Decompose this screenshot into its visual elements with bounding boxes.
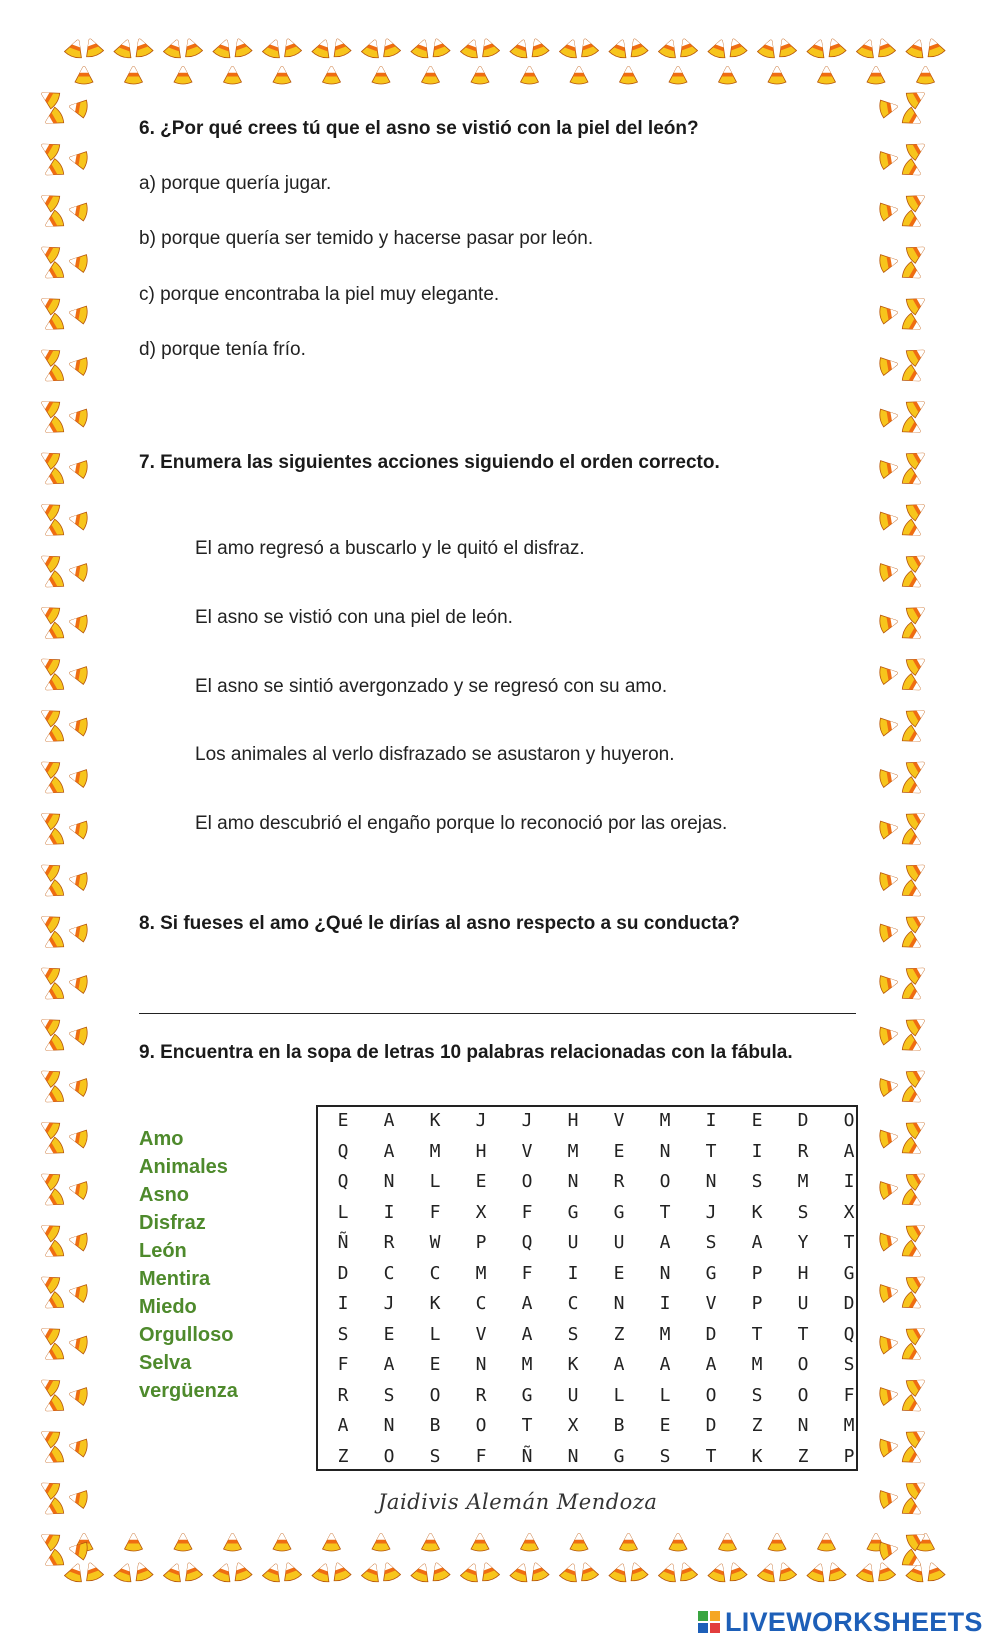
grid-cell[interactable]: N [797,1415,809,1436]
grid-cell[interactable]: E [659,1415,671,1436]
grid-cell[interactable]: V [613,1110,625,1131]
grid-cell[interactable]: K [567,1354,579,1375]
grid-cell[interactable]: A [705,1354,717,1375]
grid-cell[interactable]: X [843,1201,855,1223]
grid-cell[interactable]: D [337,1262,349,1284]
grid-cell[interactable]: V [475,1323,487,1345]
grid-cell[interactable]: G [613,1445,625,1467]
grid-cell[interactable]: A [613,1354,625,1375]
question-6-title: 6. ¿Por qué crees tú que el asno se vistió con la piel del león? [139,118,699,139]
grid-cell[interactable]: E [751,1110,763,1131]
grid-cell[interactable]: A [337,1415,349,1436]
grid-cell[interactable]: J [705,1201,717,1223]
grid-cell[interactable]: J [383,1293,395,1314]
grid-cell[interactable]: B [429,1415,441,1436]
grid-cell[interactable]: K [751,1201,763,1223]
grid-cell[interactable]: X [567,1415,579,1436]
question-7-title: 7. Enumera las siguientes acciones siguiendo el orden correcto. [139,452,720,473]
grid-cell[interactable]: P [751,1293,763,1314]
grid-cell[interactable]: D [705,1323,717,1345]
grid-cell[interactable]: G [705,1262,717,1284]
grid-cell[interactable]: O [797,1354,809,1375]
grid-cell[interactable]: S [705,1232,717,1253]
grid-cell[interactable]: T [797,1323,809,1345]
word-list-item: Asno [139,1184,189,1206]
grid-cell[interactable]: T [659,1201,671,1223]
grid-cell[interactable]: G [843,1262,855,1284]
q6-option-b[interactable]: b) porque quería ser temido y hacerse pasar por león. [139,228,594,249]
question-9-title: 9. Encuentra en la sopa de letras 10 palabras relacionadas con la fábula. [139,1042,793,1063]
grid-cell[interactable]: E [429,1354,441,1375]
grid-cell[interactable]: I [567,1262,579,1284]
grid-cell[interactable]: O [843,1110,855,1131]
grid-cell[interactable]: Z [797,1445,809,1467]
grid-cell[interactable]: K [751,1445,763,1467]
grid-cell[interactable]: T [751,1323,763,1345]
grid-cell[interactable]: F [475,1445,487,1467]
grid-cell[interactable]: F [521,1262,533,1284]
q8-answer-line[interactable] [139,1013,856,1014]
word-search-grid[interactable] [316,1105,858,1471]
grid-cell[interactable]: A [659,1232,671,1253]
grid-cell[interactable]: S [383,1384,395,1406]
grid-cell[interactable]: R [797,1140,809,1162]
grid-cell[interactable]: M [521,1354,533,1375]
grid-cell[interactable]: M [659,1110,671,1131]
grid-cell[interactable]: D [843,1293,855,1314]
author-signature: Jaidivis Alemán Mendoza [378,1490,658,1514]
grid-cell[interactable]: M [659,1323,671,1345]
grid-cell[interactable]: C [475,1293,487,1314]
grid-cell[interactable]: A [383,1140,395,1162]
grid-cell[interactable]: S [843,1354,855,1375]
q6-option-c[interactable]: c) porque encontraba la piel muy elegante. [139,284,500,305]
grid-cell[interactable]: A [843,1140,855,1162]
grid-cell[interactable]: R [475,1384,487,1406]
word-list-item: Disfraz [139,1212,206,1234]
grid-cell[interactable]: E [475,1171,487,1192]
grid-cell[interactable]: K [429,1293,441,1314]
grid-cell[interactable]: L [429,1171,441,1192]
grid-cell[interactable]: Z [751,1415,763,1436]
grid-cell[interactable]: Z [613,1323,625,1345]
word-list-item: León [139,1240,187,1262]
grid-cell[interactable]: U [613,1232,625,1253]
grid-cell[interactable]: I [659,1293,671,1314]
grid-cell[interactable]: Z [337,1445,349,1467]
grid-cell[interactable]: N [659,1140,671,1162]
grid-cell[interactable]: I [705,1110,717,1131]
grid-cell[interactable]: M [475,1262,487,1284]
grid-cell[interactable]: N [567,1171,579,1192]
grid-cell[interactable]: A [383,1354,395,1375]
grid-cell[interactable]: G [521,1384,533,1406]
grid-cell[interactable]: C [567,1293,579,1314]
grid-cell[interactable]: C [383,1262,395,1284]
q6-option-d[interactable]: d) porque tenía frío. [139,339,306,360]
grid-cell[interactable]: U [797,1293,809,1314]
grid-cell[interactable]: I [383,1201,395,1223]
grid-cell[interactable]: O [797,1384,809,1406]
grid-cell[interactable]: C [429,1262,441,1284]
brand-name: LIVEWORKSHEETS [725,1606,983,1637]
grid-cell[interactable]: W [429,1232,441,1253]
grid-cell[interactable]: S [429,1445,441,1467]
word-list-item: Mentira [139,1268,211,1290]
grid-cell[interactable]: O [383,1445,395,1467]
grid-cell[interactable]: L [613,1384,625,1406]
grid-cell[interactable]: T [521,1415,533,1436]
grid-cell[interactable]: N [383,1171,395,1192]
q7-action-3: El asno se sintió avergonzado y se regresó con su amo. [195,676,668,697]
grid-cell[interactable]: E [613,1262,625,1284]
grid-cell[interactable]: V [705,1293,717,1314]
word-list-item: Animales [139,1156,228,1178]
grid-cell[interactable]: H [567,1110,579,1131]
grid-cell[interactable]: U [567,1384,579,1406]
grid-cell[interactable]: Q [521,1232,533,1253]
grid-cell[interactable]: J [521,1110,533,1131]
grid-cell[interactable]: O [705,1384,717,1406]
grid-cell[interactable]: I [843,1171,855,1192]
word-list-item: Orgulloso [139,1324,234,1346]
grid-cell[interactable]: S [659,1445,671,1467]
word-list-item: Selva [139,1352,192,1374]
grid-cell[interactable]: L [429,1323,441,1345]
grid-cell[interactable]: E [613,1140,625,1162]
grid-cell[interactable]: F [429,1201,441,1223]
grid-cell[interactable]: Q [337,1171,349,1192]
grid-cell[interactable]: A [383,1110,395,1131]
grid-cell[interactable]: S [337,1323,349,1345]
liveworksheets-brand[interactable] [697,1605,983,1639]
question-8-title: 8. Si fueses el amo ¿Qué le dirías al asno respecto a su conducta? [139,913,740,934]
grid-cell[interactable]: N [383,1415,395,1436]
grid-cell[interactable]: S [567,1323,579,1345]
liveworksheets-logo-icon [697,1610,721,1634]
grid-cell[interactable]: D [705,1415,717,1436]
grid-cell[interactable]: U [567,1232,579,1253]
q7-action-1: El amo regresó a buscarlo y le quitó el disfraz. [195,538,585,559]
grid-cell[interactable]: N [475,1354,487,1375]
grid-cell[interactable]: X [475,1201,487,1223]
grid-cell[interactable]: S [751,1384,763,1406]
grid-cell[interactable]: H [797,1262,809,1284]
grid-cell[interactable]: O [659,1171,671,1192]
grid-cell[interactable]: F [337,1354,349,1375]
grid-cell[interactable]: N [613,1293,625,1314]
grid-cell[interactable]: A [659,1354,671,1375]
grid-cell[interactable]: G [613,1201,625,1223]
grid-cell[interactable]: A [521,1323,533,1345]
grid-cell[interactable]: M [797,1171,809,1192]
q7-action-5: El amo descubrió el engaño porque lo reconoció por las orejas. [195,813,728,834]
word-list-item: vergüenza [139,1380,238,1402]
grid-cell[interactable]: O [429,1384,441,1406]
grid-cell[interactable]: E [383,1323,395,1345]
grid-cell[interactable]: N [705,1171,717,1192]
grid-cell[interactable]: S [751,1171,763,1192]
grid-cell[interactable]: A [751,1232,763,1253]
grid-cell[interactable]: Q [843,1323,855,1345]
grid-cell[interactable]: J [475,1110,487,1131]
grid-cell[interactable]: T [705,1140,717,1162]
grid-cell[interactable]: M [751,1354,763,1375]
grid-cell[interactable]: B [613,1415,625,1436]
grid-cell[interactable]: H [475,1140,487,1162]
grid-cell[interactable]: K [429,1110,441,1131]
q7-action-2: El asno se vistió con una piel de león. [195,607,513,628]
grid-cell[interactable]: P [843,1445,855,1467]
grid-cell[interactable]: O [521,1171,533,1192]
grid-cell[interactable]: O [475,1415,487,1436]
grid-cell[interactable]: M [429,1140,441,1162]
q6-option-a[interactable]: a) porque quería jugar. [139,173,332,194]
grid-cell[interactable]: L [659,1384,671,1406]
grid-cell[interactable]: L [337,1201,349,1223]
grid-cell[interactable]: I [751,1140,763,1162]
q7-action-4: Los animales al verlo disfrazado se asustaron y huyeron. [195,744,675,765]
word-list-item: Miedo [139,1296,197,1318]
grid-cell[interactable]: F [521,1201,533,1223]
grid-cell[interactable]: M [843,1415,855,1436]
grid-cell[interactable]: Q [337,1140,349,1162]
grid-cell[interactable]: Ñ [337,1232,349,1253]
grid-cell[interactable]: R [383,1232,395,1253]
grid-cell[interactable]: D [797,1110,809,1131]
grid-cell[interactable]: S [797,1201,809,1223]
grid-cell[interactable]: P [751,1262,763,1284]
grid-cell[interactable]: I [337,1293,349,1314]
grid-cell[interactable]: E [337,1110,349,1131]
grid-cell[interactable]: A [521,1293,533,1314]
grid-cell[interactable]: M [567,1140,579,1162]
grid-cell[interactable]: N [567,1445,579,1467]
grid-cell[interactable]: T [705,1445,717,1467]
word-list-item: Amo [139,1128,184,1150]
grid-cell[interactable]: T [843,1232,855,1253]
grid-cell[interactable]: Y [797,1232,809,1253]
grid-cell[interactable]: P [475,1232,487,1253]
grid-cell[interactable]: V [521,1140,533,1162]
grid-cell[interactable]: F [843,1384,855,1406]
grid-cell[interactable]: R [613,1171,625,1192]
grid-cell[interactable]: Ñ [521,1445,533,1467]
grid-cell[interactable]: R [337,1384,349,1406]
grid-cell[interactable]: G [567,1201,579,1223]
grid-cell[interactable]: N [659,1262,671,1284]
